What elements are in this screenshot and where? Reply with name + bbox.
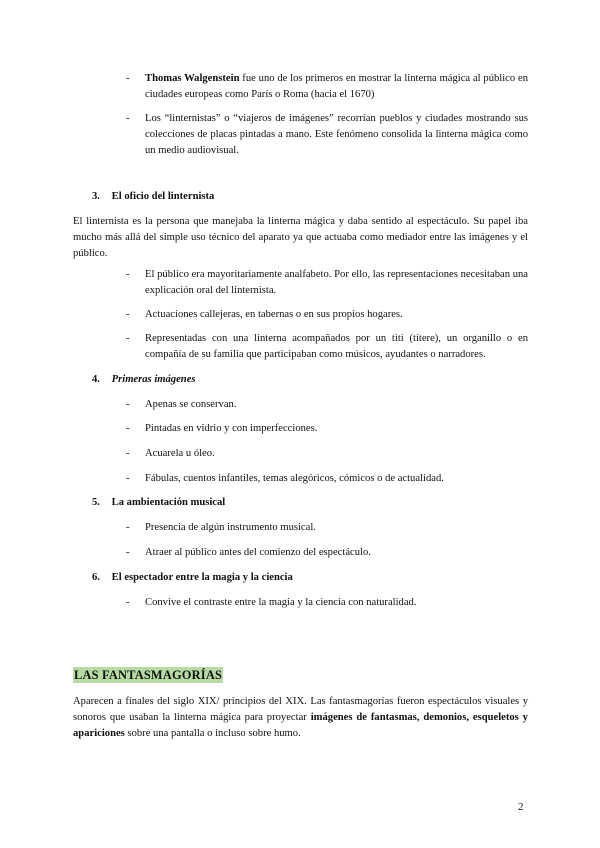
bullet-item: [126, 307, 528, 323]
bullet-item: [126, 471, 528, 487]
section-number: 5.: [92, 497, 100, 508]
paragraph-bold-text: imágenes de fantasmas, demonios, esqueletos y apariciones: [73, 712, 528, 739]
bullet-text: El público era mayoritariamente analfabeto. Por ello, las representaciones necesitaban una explicación oral del linternista.: [145, 269, 528, 296]
bullet-text: Representadas con una linterna acompañados por un tití (títere), un organillo o en compañía de su familia que participaban como músicos, ayudantes o narradores.: [145, 333, 528, 360]
bullet-bold-name: Thomas Walgenstein: [145, 73, 240, 84]
fantasmagorias-paragraph: [73, 694, 528, 742]
bullet-text: Los “linternistas” o “viajeros de imágenes” recorrían pueblos y ciudades mostrando sus colecciones de placas pintadas a mano. Este fenómeno consolida la linterna mágica como un medio audiovisual.: [145, 113, 528, 156]
section-heading: [92, 189, 214, 205]
section-title: El oficio del linternista: [111, 191, 215, 202]
bullet-text: Fábulas, cuentos infantiles, temas alegóricos, cómicos o de actualidad.: [145, 473, 444, 484]
bullet-dash: -: [126, 333, 130, 344]
bullet-item: [126, 111, 528, 159]
bullet-item: [126, 595, 528, 611]
bullet-dash: -: [126, 113, 130, 124]
bullet-text: Convive el contraste entre la magia y la ciencia con naturalidad.: [145, 597, 417, 608]
bullet-dash: -: [126, 448, 130, 459]
bullet-dash: -: [126, 473, 130, 484]
bullet-item: [126, 520, 528, 536]
bullet-dash: -: [126, 522, 130, 533]
section-heading: [92, 372, 196, 388]
section-title: Primeras imágenes: [111, 374, 196, 385]
section-heading: [92, 495, 225, 511]
bullet-item: [126, 397, 528, 413]
paragraph-text: Aparecen a finales del siglo XIX/ principios del XIX. Las fantasmagorías fueron espectáculos visuales y sonoros que usaban la linterna mágica para proyectar: [73, 696, 528, 723]
section-number: 3.: [92, 191, 100, 202]
section-paragraph: El linternista es la persona que manejaba la linterna mágica y daba sentido al espectáculo. Su papel iba mucho más allá del simple uso técnico del aparato ya que actuaba como mediador entre las imágenes y el público.: [73, 216, 528, 259]
bullet-dash: -: [126, 309, 130, 320]
section-title: La ambientación musical: [111, 497, 226, 508]
paragraph-text: sobre una pantalla o incluso sobre humo.: [124, 728, 301, 739]
section-number: 4.: [92, 374, 100, 385]
bullet-text: Pintadas en vidrio y con imperfecciones.: [145, 423, 318, 434]
bullet-item: [126, 446, 528, 462]
section-number: 6.: [92, 572, 100, 583]
bullet-text: Atraer al público antes del comienzo del espectáculo.: [145, 547, 371, 558]
bullet-item: [126, 421, 528, 437]
bullet-text: Presencia de algún instrumento musical.: [145, 522, 316, 533]
bullet-text: Acuarela u óleo.: [145, 448, 215, 459]
bullet-dash: -: [126, 547, 130, 558]
bullet-item: [126, 545, 528, 561]
bullet-dash: -: [126, 399, 130, 410]
bullet-item: [126, 71, 528, 103]
bullet-dash: -: [126, 597, 130, 608]
bullet-text: fue uno de los primeros en mostrar la linterna mágica al público en ciudades europeas como París o Roma (hacia el 1670): [145, 73, 528, 100]
bullet-item: [126, 331, 528, 363]
bullet-dash: -: [126, 423, 130, 434]
bullet-dash: -: [126, 269, 130, 280]
bullet-text: Apenas se conservan.: [145, 399, 237, 410]
bullet-item: [126, 267, 528, 299]
section-heading: [92, 570, 293, 586]
highlighted-section-title: LAS FANTASMAGORÍAS: [74, 668, 223, 682]
bullet-text: Actuaciones callejeras, en tabernas o en sus propios hogares.: [145, 309, 403, 320]
page-number: 2: [518, 801, 524, 813]
section-title: El espectador entre la magia y la ciencia: [111, 572, 293, 583]
bullet-dash: -: [126, 73, 130, 84]
